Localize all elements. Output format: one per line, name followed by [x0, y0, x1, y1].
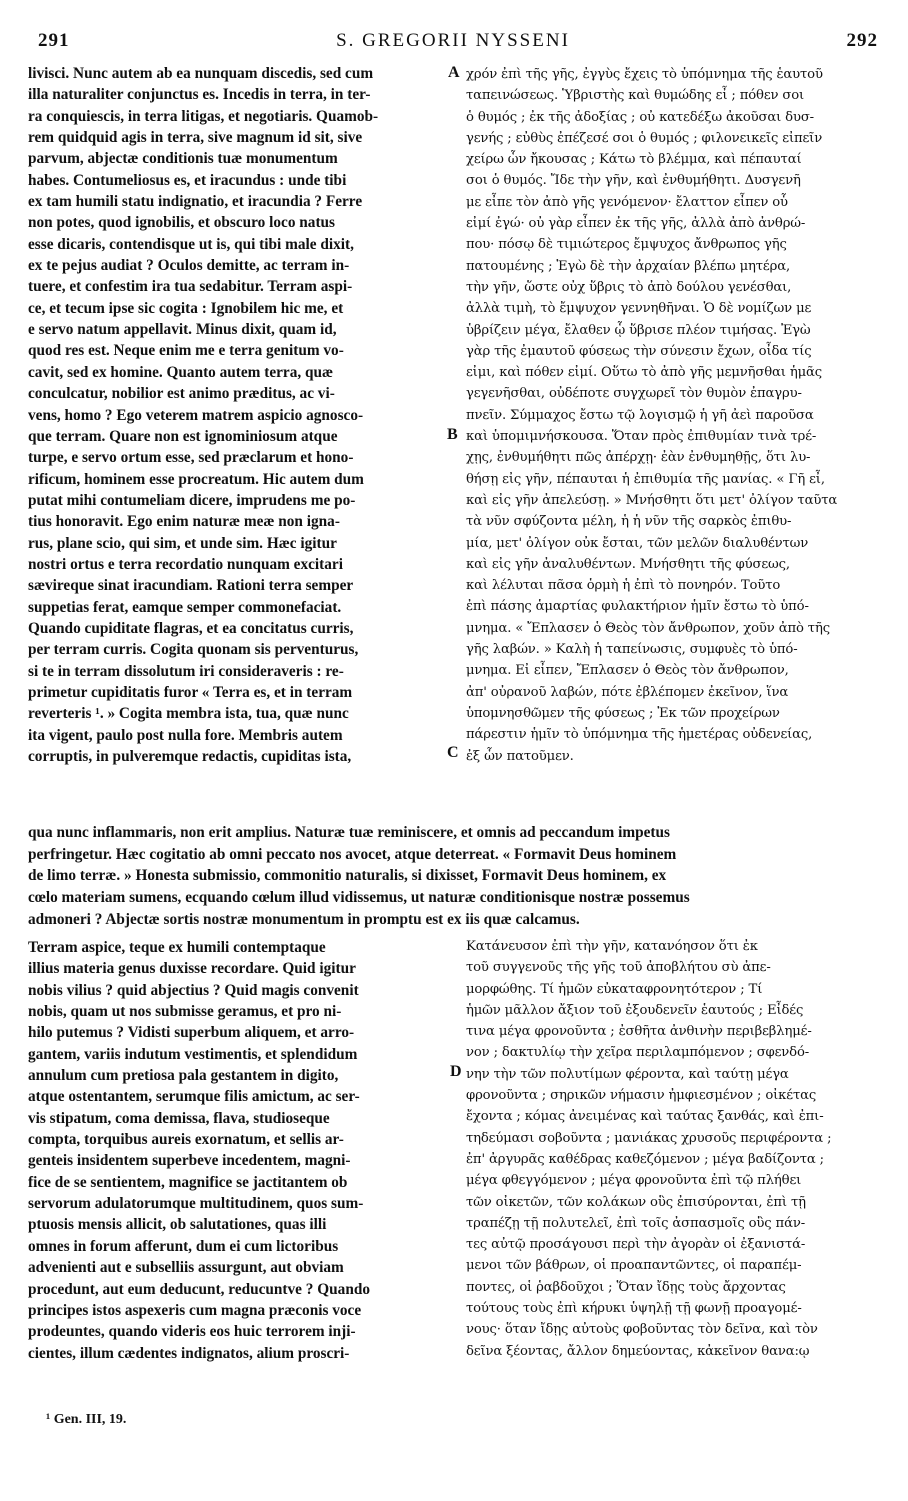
latin-text-line: cientes, illum cædentes indignatos, alium proscri- [28, 1344, 350, 1362]
greek-text-line: πνεῖν. Σύμμαχος ἔστω τῷ λογισμῷ ἡ γῆ ἀεὶ παροῦσα [466, 407, 814, 423]
greek-text-line: καὶ εἰς γῆν ἀναλυθέντων. Μνήσθητι τῆς φύσεως, [466, 556, 790, 572]
latin-text-line: conculcatur, nobilior est animo præditus, ac vi- [28, 385, 335, 403]
latin-text-line: Quando cupiditate flagras, et ea concitatus curris, [28, 619, 354, 637]
latin-text-line: nobis vilius ? quid abjectius ? Quid magis convenit [28, 981, 359, 999]
latin-text-line: esse dicaris, contendisque ut is, qui tibi male dixit, [28, 235, 354, 253]
latin-text-line: ptuosis mensis allicit, ob salutationes, quas illi [28, 1216, 327, 1234]
latin-text-line: e servo natum appellavit. Minus dixit, quam id, [28, 321, 337, 339]
greek-text-line: νους· ὅταν ἴδῃς αὐτοὺς φοβοῦντας τὸν δεῖνα, καὶ τὸν [466, 1322, 818, 1338]
latin-text-line: servorum adulatorumque multitudinem, quos sum- [28, 1195, 364, 1213]
latin-text-line: habes. Contumeliosus es, et iracundus : unde tibi [28, 171, 347, 189]
latin-text-line: corruptis, in pulveremque redactis, cupiditas ista, [28, 748, 352, 765]
latin-text-line: omnes in forum afferunt, dum ei cum lictoribus [28, 1237, 339, 1255]
latin-text-line: cœlo materiam sumens, ecquando cœlum illud vidissemus, ut naturæ conditionisque nostræ possemus [28, 889, 690, 907]
greek-text-line: ταπεινώσεως. Ὑβριστὴς καὶ θυμώδης εἶ ; πόθεν σοι [466, 88, 805, 104]
greek-text-line: καὶ ὑπομιμνήσκουσα. Ὅταν πρὸς ἐπιθυμίαν τινὰ τρέ- [466, 429, 817, 445]
greek-text-line: ποντες, οἱ ῥαβδοῦχοι ; Ὅταν ἴδῃς τοὺς ἄρχοντας [466, 1279, 786, 1295]
greek-text-line: σοι ὁ θυμός. Ἴδε τὴν γῆν, καὶ ἐνθυμήθητι. Δυσγενῆ [466, 173, 801, 189]
latin-text-line: advenienti aut e subselliis assurgunt, aut obviam [28, 1259, 344, 1277]
greek-text-line: γεγενῆσθαι, οὐδέποτε συγχωρεῖ τὸν θυμὸν ἐπαγρυ- [466, 386, 802, 402]
greek-text-line: γῆς λαβών. » Καλὴ ἡ ταπείνωσις, συμφυὲς τὸ ὑπό- [466, 642, 798, 658]
greek-text-line: ὑβρίζειν μέγα, ἔλαθεν ᾧ ὕβρισε πλέον τιμήσας. Ἐγὼ [466, 322, 811, 338]
latin-text-line: ita vigent, paulo post nulla fore. Membris autem [28, 726, 343, 744]
footnote: ¹ Gen. III, 19. [46, 1412, 127, 1427]
greek-text-line: Κατάνευσον ἐπὶ τὴν γῆν, κατανόησον ὅτι ἐκ [466, 939, 758, 954]
latin-text-line: livisci. Nunc autem ab ea nunquam discedis, sed cum [28, 65, 374, 82]
greek-text-line: μέγα φθεγγόμενον ; μέγα φρονοῦντα ἐπὶ τῷ πλήθει [466, 1173, 802, 1189]
latin-text-line: procedunt, aut eum deducunt, reducuntve ? Quando [28, 1280, 370, 1298]
latin-text-line: nostri ortus e terra recordatio nunquam excitari [28, 555, 343, 573]
greek-text-line: εἰμι, καὶ πόθεν εἰμί. Οὕτω τὸ ἀπὸ γῆς μεμνῆσθαι ἡμᾶς [466, 365, 822, 381]
latin-text-line: reverteris ¹. » Cogita membra ista, tua, quæ nunc [28, 705, 349, 723]
greek-text-line: δεῖνα ξέοντας, ἄλλον δημεύοντας, κἀκεῖνον θανα:ῳ [466, 1343, 810, 1359]
greek-text-line: τραπέζῃ τῇ πολυτελεῖ, ἐπὶ τοῖς ἀσπασμοῖς οὓς πάν- [466, 1215, 805, 1231]
latin-text-line: ra conquiescis, in terra litigas, et negotiaris. Quamob- [28, 107, 379, 125]
latin-text-line: si te in terram dissolutum iri consideraveris : re- [28, 662, 344, 680]
page-number-right: 292 [846, 30, 878, 51]
latin-text-line: tius honoravit. Ego enim naturæ meæ non igna- [28, 513, 340, 531]
page-number-left: 291 [38, 30, 70, 51]
latin-text-line: ex te pejus audiat ? Oculos demitte, ac terram in- [28, 257, 350, 275]
latin-text-line: parvum, abjectæ conditionis tuæ monumentum [28, 150, 338, 168]
latin-text-line: cavit, sed ex homine. Quanto autem terra, quæ [28, 363, 334, 381]
section-marker-b: B [447, 426, 458, 443]
greek-text-line: φρονοῦντα ; σηρικῶν νήμασιν ἠμφιεσμένον ; οἰκέτας [466, 1088, 817, 1104]
latin-text-line: illius materia genus duxisse recordare. Quid igitur [28, 960, 356, 978]
greek-text-line: μενοι τῶν βάθρων, οἱ προαπαντῶντες, οἱ παραπέμ- [466, 1258, 802, 1274]
greek-text-line: γὰρ τῆς ἐμαυτοῦ φύσεως τὴν σύνεσιν ἔχων, οἶδα τίς [466, 343, 812, 359]
running-title: S. GREGORII NYSSENI [336, 30, 570, 51]
greek-text-line: χείρω ὧν ἤκουσας ; Κάτω τὸ βλέμμα, καὶ πέπαυταί [466, 152, 802, 168]
latin-text-line: annulum cum pretiosa pala gestantem in digito, [28, 1067, 339, 1085]
section-marker-d: D [450, 1063, 462, 1080]
latin-text-line: principes istos aspexeris cum magna præconis voce [28, 1301, 362, 1319]
greek-text-line: τηδεύμασι σοβοῦντα ; μανιάκας χρυσοῦς περιφέροντα ; [466, 1130, 832, 1146]
greek-text-line: ἀπ' οὐρανοῦ λαβών, πότε ἐβλέπομεν ἐκεῖνον, ἵνα [466, 684, 789, 700]
greek-text-line: πατουμένης ; Ἐγὼ δὲ τὴν ἀρχαίαν βλέπω μητέρα, [466, 258, 791, 274]
latin-column-top [28, 63, 444, 767]
greek-text-line: καὶ εἰς γῆν ἀπελεύσῃ. » Μνήσθητι ὅτι μετ' ὀλίγον ταῦτα [466, 492, 838, 508]
greek-text-line: χῃς, ἐνθυμήθητι πῶς ἀπέρχῃ· ἐὰν ἐνθυμηθῇς, ὅτι λυ- [466, 450, 811, 466]
latin-text-line: de limo terræ. » Honesta submissio, commonitio naturalis, si dixisset, Formavit Deus hominem, ex [28, 867, 667, 885]
greek-column-bottom [466, 936, 878, 1362]
latin-text-line: fice de se sentientem, magnifice se jactitantem ob [28, 1173, 348, 1191]
latin-text-line: illa naturaliter conjunctus es. Incedis in terra, in ter- [28, 86, 371, 104]
latin-text-line: gantem, variis indutum vestimentis, et splendidum [28, 1045, 358, 1063]
latin-text-line: non potes, quod ignobilis, et obscuro loco natus [28, 214, 336, 232]
greek-text-line: γενής ; εὐθὺς ἐπέζεσέ σοι ὁ θυμός ; φιλονεικεῖς εἰπεῖν [466, 130, 823, 146]
latin-text-line: nobis, quam ut nos submisse geramus, et pro ni- [28, 1003, 342, 1021]
latin-text-line: tuere, et confestim ira tua sedabitur. Terram aspi- [28, 278, 353, 296]
greek-text-line: μορφώθης. Τί ἡμῶν εὐκαταφρονητότερον ; Τί [466, 981, 763, 997]
greek-text-line: καὶ λέλυται πᾶσα ὁρμὴ ἡ ἐπὶ τὸ πονηρόν. Τοῦτο [466, 578, 781, 594]
latin-text-line: suppetias ferat, eamque semper commonefaciat. [28, 598, 342, 616]
latin-text-line: quod res est. Neque enim me e terra genitum vo- [28, 342, 344, 360]
greek-text-line: μία, μετ' ὀλίγον οὐκ ἔσται, τῶν μελῶν διαλυθέντων [466, 535, 809, 551]
greek-text-line: νην τὴν τῶν πολυτίμων φέροντα, καὶ ταύτῃ μέγα [466, 1066, 789, 1082]
latin-text-line: Terram aspice, teque ex humili contemptaque [28, 939, 326, 956]
latin-text-line: rem quidquid agis in terra, sive magnum id sit, sive [28, 129, 363, 147]
greek-text-line: ἐπ' ἀργυρᾶς καθέδρας καθεζόμενον ; μέγα βαδίζοντα ; [466, 1151, 824, 1167]
greek-text-line: χρόν ἐπὶ τῆς γῆς, ἐγγὺς ἔχεις τὸ ὑπόμνημα τῆς ἑαυτοῦ [466, 67, 823, 82]
latin-text-line: genteis insidentem superbeve incedentem, magni- [28, 1152, 351, 1170]
latin-text-line: hilo putemus ? Vidisti superbum aliquem, et arro- [28, 1024, 355, 1042]
greek-text-line: νον ; δακτυλίῳ τὴν χεῖρα περιλαμπόμενον ; σφενδό- [466, 1045, 810, 1061]
greek-text-line: εἰμί ἐγώ· οὐ γὰρ εἶπεν ἐκ τῆς γῆς, ἀλλὰ ἀπὸ ἀνθρώ- [466, 216, 806, 232]
greek-text-line: που· πόσῳ δὲ τιμιώτερος ἔμψυχος ἄνθρωπος γῆς [466, 237, 787, 253]
greek-text-line: ὑπομνησθῶμεν τῆς φύσεως ; Ἐκ τῶν προχείρων [466, 705, 780, 721]
greek-text-line: τῶν οἰκετῶν, τῶν κολάκων οὓς ἐπισύρονται, ἐπὶ τῇ [466, 1194, 806, 1210]
latin-text-line: per terram curris. Cogita quonam sis perventurus, [28, 641, 359, 659]
running-header [28, 30, 878, 56]
greek-text-line: ἔχοντα ; κόμας ἀνειμένας καὶ ταύτας ξανθάς, καὶ ἐπι- [466, 1109, 824, 1125]
greek-text-line: ἐξ ὧν πατοῦμεν. [466, 748, 574, 764]
latin-text-line: compta, torquibus aureis exornatum, et sellis ar- [28, 1131, 344, 1149]
greek-text-line: τὰ νῦν σφύζοντα μέλη, ἡ ἡ νῦν τῆς σαρκὸς ἐπιθυ- [466, 514, 792, 530]
greek-column-top [466, 64, 878, 767]
latin-text-line: prodeuntes, quando videris eos huic terrorem inji- [28, 1323, 356, 1341]
greek-text-line: ὁ θυμός ; ἐκ τῆς ἀδοξίας ; οὐ κατεδέξω ἀκοῦσαι δυσ- [466, 109, 814, 125]
latin-text-line: rus, plane scio, qui sim, et unde sim. Hæc igitur [28, 534, 337, 552]
greek-text-line: τινα μέγα φρονοῦντα ; ἐσθῆτα ἀνθινὴν περιβεβλημέ- [466, 1024, 812, 1040]
section-marker-a: A [448, 64, 460, 81]
latin-text-line: rificum, hominem esse procreatum. Hic autem dum [28, 470, 364, 488]
greek-text-line: τοῦ συγγενοῦς τῆς γῆς τοῦ ἀποβλήτου σὺ ἀπε- [466, 960, 771, 976]
latin-text-line: perfringetur. Hæc cogitatio ab omni peccato nos avocet, atque deterreat. « Formavit Deus hominem [28, 845, 677, 863]
greek-text-line: μνημα. Εἰ εἶπεν, Ἔπλασεν ὁ Θεὸς τὸν ἄνθρωπον, [466, 663, 789, 679]
greek-text-line: ἐπὶ πάσης ἁμαρτίας φυλακτήριον ἡμῖν ἔστω τὸ ὑπό- [466, 599, 809, 615]
greek-text-line: τούτους τοὺς ἐπὶ κήρυκι ὑψηλῇ τῇ φωνῇ προαγομέ- [466, 1301, 802, 1317]
latin-full-width-block [28, 822, 878, 931]
latin-text-line: ex tam humili statu indignatio, et iracundia ? Ferre [28, 193, 363, 211]
latin-text-line: turpe, e servo ortum esse, sed præclarum et hono- [28, 449, 354, 467]
greek-text-line: τες αὐτῷ προσάγουσι περὶ τὴν ἀγορὰν οἱ ἐξανιστά- [466, 1237, 806, 1253]
latin-column-bottom [28, 937, 444, 1364]
latin-text-line: vens, homo ? Ego veterem matrem aspicio agnosco- [28, 406, 364, 424]
latin-text-line: ce, et tecum ipse sic cogita : Ignobilem hic me, et [28, 299, 344, 317]
latin-text-line: que terram. Quare non est ignominiosum atque [28, 427, 338, 445]
latin-text-line: atque ostentantem, serumque filis amictum, ac ser- [28, 1088, 360, 1106]
latin-text-line: admoneri ? Abjectæ sortis nostræ monumentum in promptu est ex iis quæ calcamus. [28, 910, 580, 928]
greek-text-line: μνημα. « Ἔπλασεν ὁ Θεὸς τὸν ἄνθρωπον, χοῦν ἀπὸ τῆς [466, 620, 830, 636]
latin-text-line: primetur cupiditatis furor « Terra es, et in terram [28, 683, 353, 701]
latin-text-line: vis stipatum, coma demissa, flava, studioseque [28, 1109, 330, 1127]
greek-text-line: ἡμῶν μᾶλλον ἄξιον τοῦ ἐξουδενεῖν ἑαυτούς ; Εἶδές [466, 1002, 804, 1018]
greek-text-line: ἀλλὰ τιμὴ, τὸ ἔμψυχον γεννηθῆναι. Ὁ δὲ νομίζων με [466, 301, 812, 317]
greek-text-line: θήσῃ εἰς γῆν, πέπαυται ἡ ἐπιθυμία τῆς μανίας. « Γῆ εἶ, [466, 471, 825, 487]
greek-text-line: τὴν γῆν, ὥστε οὐχ ὕβρις τὸ ἀπὸ δούλου γενέσθαι, [466, 279, 792, 295]
latin-text-line: qua nunc inflammaris, non erit amplius. Naturæ tuæ reminiscere, et omnis ad peccandum impetus [28, 824, 670, 841]
greek-text-line: με εἶπε τὸν ἀπὸ γῆς γενόμενον· ἔλαττον εἶπεν οὗ [466, 194, 788, 210]
latin-text-line: sævireque sinat iracundiam. Rationi terra semper [28, 577, 354, 595]
greek-text-line: πάρεστιν ἡμῖν τὸ ὑπόμνημα τῆς ἡμετέρας οὐδενείας, [466, 727, 813, 743]
latin-text-line: putat mihi contumeliam dicere, imprudens me po- [28, 491, 356, 509]
section-marker-c: C [447, 744, 459, 761]
